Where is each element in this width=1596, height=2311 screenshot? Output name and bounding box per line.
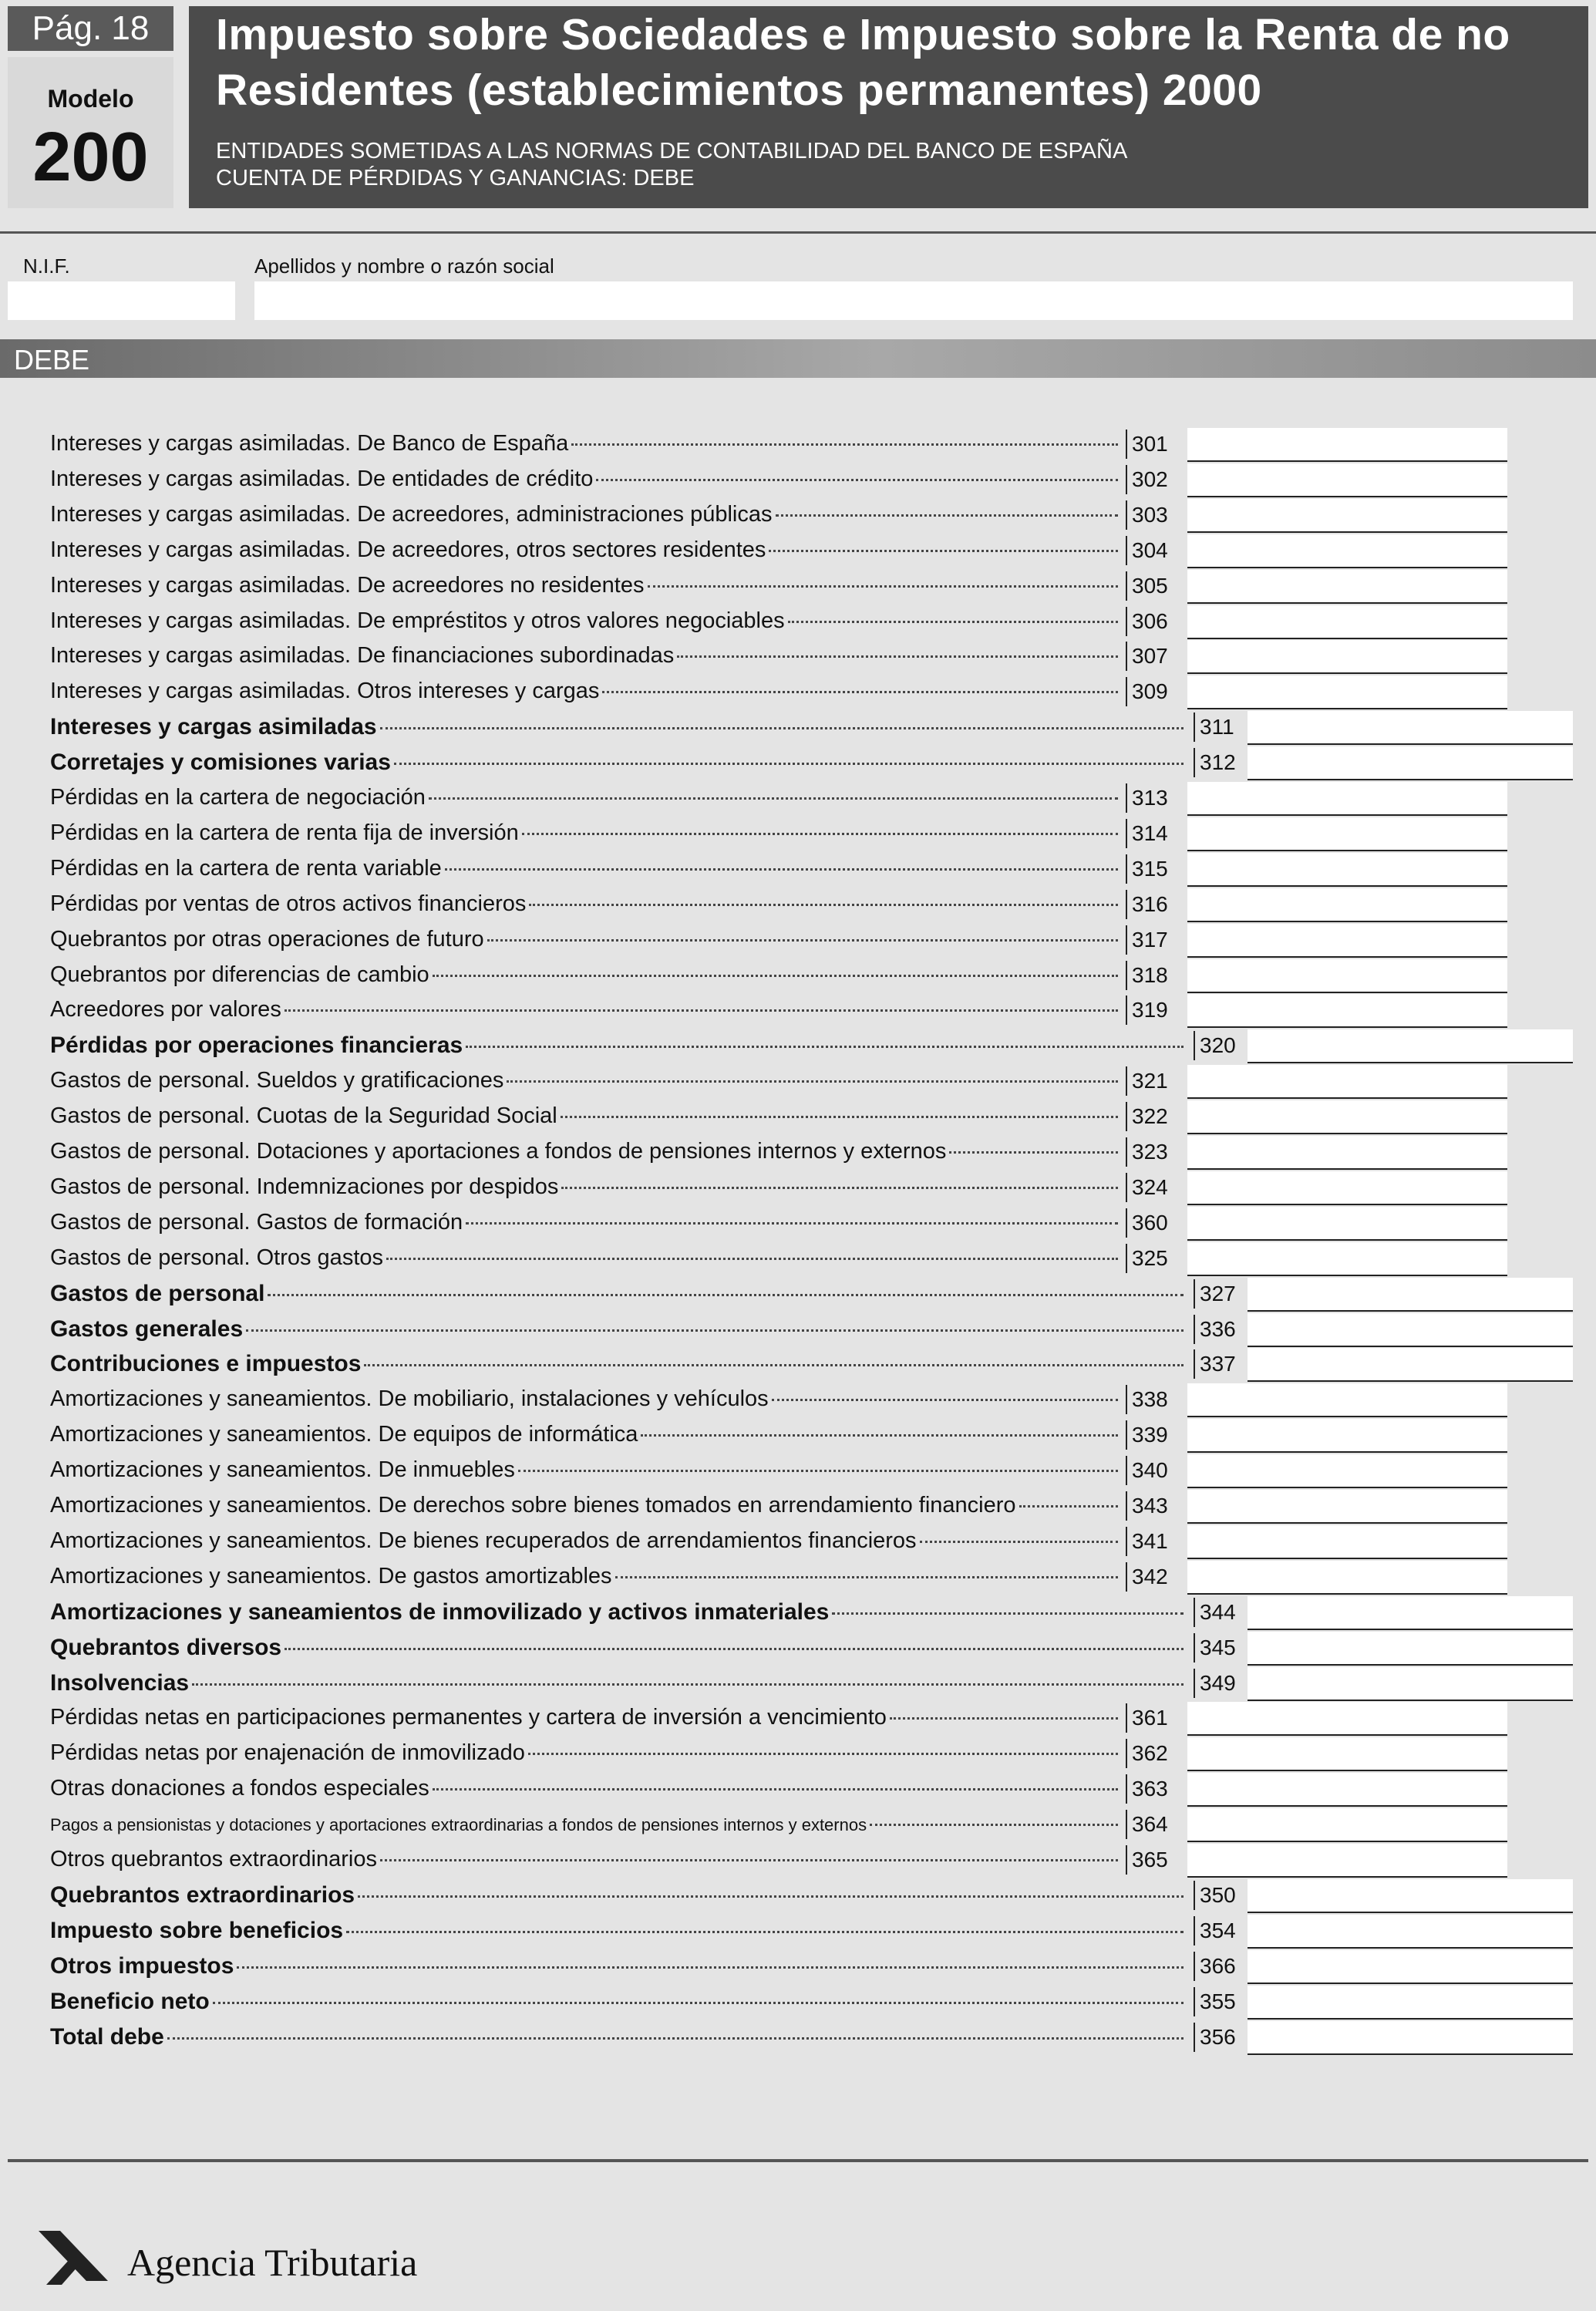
agency-logo-icon xyxy=(39,2227,116,2292)
amount-field[interactable] xyxy=(1187,1454,1507,1488)
row-label-text: Otros impuestos xyxy=(50,1952,234,1979)
box-code: 303 xyxy=(1126,500,1168,530)
row-label xyxy=(50,820,1118,846)
name-label: Apellidos y nombre o razón social xyxy=(254,254,554,278)
box-code: 365 xyxy=(1126,1845,1168,1875)
form-row xyxy=(0,605,1596,640)
dot-leader xyxy=(602,691,1118,693)
form-row xyxy=(0,1950,1596,1985)
form-row xyxy=(0,2021,1596,2056)
form-row xyxy=(0,1632,1596,1666)
row-label xyxy=(50,1316,1184,1342)
box-code: 313 xyxy=(1126,783,1168,813)
dot-leader xyxy=(776,514,1119,517)
row-label-text: Pérdidas por ventas de otros activos financieros xyxy=(50,891,527,916)
row-label xyxy=(50,1670,1184,1696)
form-row xyxy=(0,1490,1596,1524)
dot-leader xyxy=(518,1470,1118,1472)
form-row xyxy=(0,1915,1596,1949)
amount-field[interactable] xyxy=(1187,888,1507,922)
row-label xyxy=(50,573,1118,598)
dot-leader xyxy=(380,1859,1118,1861)
amount-field[interactable] xyxy=(1187,1100,1507,1134)
dot-leader xyxy=(648,585,1119,588)
form-row xyxy=(0,1525,1596,1560)
amount-field[interactable] xyxy=(1187,853,1507,887)
row-label xyxy=(50,1386,1118,1412)
box-code: 312 xyxy=(1194,748,1236,777)
form-row xyxy=(0,640,1596,675)
row-label xyxy=(50,502,1118,527)
amount-field[interactable] xyxy=(1248,746,1573,780)
box-code: 364 xyxy=(1126,1810,1168,1839)
form-row xyxy=(0,1313,1596,1348)
row-label-text: Impuesto sobre beneficios xyxy=(50,1917,344,1943)
dot-leader xyxy=(285,1009,1118,1012)
row-label-text: Intereses y cargas asimiladas. De entidades de crédito xyxy=(50,466,594,491)
amount-field[interactable] xyxy=(1187,1490,1507,1524)
dot-leader xyxy=(641,1434,1118,1437)
form-row xyxy=(0,1065,1596,1100)
amount-field[interactable] xyxy=(1187,463,1507,497)
row-label xyxy=(50,927,1118,952)
dot-leader xyxy=(772,1399,1118,1401)
amount-field[interactable] xyxy=(1187,1065,1507,1099)
dot-leader xyxy=(615,1576,1118,1578)
nif-label: N.I.F. xyxy=(23,254,70,278)
row-label xyxy=(50,1918,1184,1944)
subtitle-line2: CUENTA DE PÉRDIDAS Y GANANCIAS: DEBE xyxy=(216,166,695,190)
row-label-text: Insolvencias xyxy=(50,1669,190,1696)
box-code: 363 xyxy=(1126,1774,1168,1804)
row-label xyxy=(50,1139,1118,1164)
row-label-text: Amortizaciones y saneamientos de inmovilizado y activos inmateriales xyxy=(50,1598,830,1625)
nif-field[interactable] xyxy=(8,281,235,320)
row-label xyxy=(50,1103,1118,1129)
row-label xyxy=(50,1068,1118,1093)
dot-leader xyxy=(386,1258,1118,1260)
box-code: 311 xyxy=(1194,713,1234,742)
row-label-text: Corretajes y comisiones varias xyxy=(50,750,391,776)
row-label xyxy=(50,2024,1184,2050)
dot-leader xyxy=(285,1648,1184,1650)
form-row xyxy=(0,499,1596,534)
amount-field[interactable] xyxy=(1187,1242,1507,1276)
dot-leader xyxy=(920,1541,1118,1543)
row-label xyxy=(50,1174,1118,1200)
dot-leader xyxy=(246,1329,1184,1332)
amount-field[interactable] xyxy=(1187,1561,1507,1595)
dot-leader xyxy=(445,868,1118,871)
row-label xyxy=(50,467,1118,492)
row-label xyxy=(50,431,1118,456)
row-label-text: Pérdidas por operaciones financieras xyxy=(50,1033,463,1059)
dot-leader xyxy=(788,621,1118,623)
box-code: 307 xyxy=(1126,642,1168,671)
row-label-text: Beneficio neto xyxy=(50,1988,210,2014)
divider xyxy=(8,2159,1588,2162)
amount-field[interactable] xyxy=(1248,1313,1573,1347)
row-label-text: Amortizaciones y saneamientos. De gastos amortizables xyxy=(50,1563,612,1588)
row-label xyxy=(50,537,1118,563)
dot-leader xyxy=(466,1046,1184,1048)
amount-field[interactable] xyxy=(1187,1207,1507,1241)
row-label-text: Otras donaciones a fondos especiales xyxy=(50,1776,429,1801)
box-code: 344 xyxy=(1194,1598,1236,1627)
amount-field[interactable] xyxy=(1187,817,1507,851)
row-label xyxy=(50,1776,1118,1801)
row-label xyxy=(50,1528,1118,1554)
form-row xyxy=(0,1986,1596,2020)
dot-leader xyxy=(487,939,1118,942)
row-label-text: Otros quebrantos extraordinarios xyxy=(50,1847,377,1871)
dot-leader xyxy=(433,975,1118,977)
box-code: 316 xyxy=(1126,890,1168,919)
dot-leader xyxy=(596,479,1118,481)
amount-field[interactable] xyxy=(1187,534,1507,568)
box-code: 349 xyxy=(1194,1669,1236,1698)
dot-leader xyxy=(167,2037,1184,2040)
row-label-text: Gastos de personal. Sueldos y gratificaciones xyxy=(50,1068,504,1093)
amount-field[interactable] xyxy=(1187,1136,1507,1170)
dot-leader xyxy=(507,1080,1118,1083)
dot-leader xyxy=(832,1612,1184,1615)
name-field[interactable] xyxy=(254,281,1573,320)
divider xyxy=(0,231,1596,234)
amount-field[interactable] xyxy=(1248,1986,1573,2020)
amount-field[interactable] xyxy=(1187,1419,1507,1453)
title-banner xyxy=(189,6,1588,208)
amount-field[interactable] xyxy=(1187,1808,1507,1842)
row-label-text: Gastos de personal. Otros gastos xyxy=(50,1245,383,1270)
form-row xyxy=(0,959,1596,994)
row-label xyxy=(50,1210,1118,1235)
box-code: 336 xyxy=(1194,1315,1236,1344)
modelo-box xyxy=(8,57,173,208)
box-code: 323 xyxy=(1126,1137,1168,1167)
form-row xyxy=(0,888,1596,923)
row-label-text: Acreedores por valores xyxy=(50,997,281,1022)
section-bar xyxy=(0,339,1596,378)
form-row xyxy=(0,746,1596,781)
form-row xyxy=(0,817,1596,852)
row-label-text: Pérdidas netas por enajenación de inmovilizado xyxy=(50,1740,525,1766)
row-label xyxy=(50,1989,1184,2015)
row-label xyxy=(50,679,1118,704)
amount-field[interactable] xyxy=(1187,1702,1507,1736)
dot-leader xyxy=(466,1222,1118,1225)
amount-field[interactable] xyxy=(1187,499,1507,533)
form-row xyxy=(0,534,1596,569)
row-label-text: Intereses y cargas asimiladas. De acreedores no residentes xyxy=(50,572,645,598)
form-row xyxy=(0,570,1596,605)
row-label-text: Total debe xyxy=(50,2023,164,2050)
form-row xyxy=(0,711,1596,746)
box-code: 301 xyxy=(1126,430,1168,459)
row-label-text: Intereses y cargas asimiladas. De acreedores, administraciones públicas xyxy=(50,501,773,527)
row-label-text: Amortizaciones y saneamientos. De equipos de informática xyxy=(50,1422,638,1447)
box-code: 343 xyxy=(1126,1491,1168,1521)
row-label-text: Pérdidas en la cartera de renta variable xyxy=(50,855,442,881)
form-row xyxy=(0,1596,1596,1631)
amount-field[interactable] xyxy=(1187,924,1507,958)
row-label-text: Amortizaciones y saneamientos. De derechos sobre bienes tomados en arrendamiento financiero xyxy=(50,1493,1016,1518)
row-label-text: Amortizaciones y saneamientos. De inmuebles xyxy=(50,1457,515,1483)
row-label-text: Gastos generales xyxy=(50,1316,244,1342)
amount-field[interactable] xyxy=(1248,1950,1573,1984)
box-code: 338 xyxy=(1126,1385,1168,1414)
box-code: 320 xyxy=(1194,1031,1236,1060)
box-code: 341 xyxy=(1126,1527,1168,1556)
form-row xyxy=(0,1844,1596,1878)
modelo-number: 200 xyxy=(32,119,149,196)
row-label-text: Pérdidas netas en participaciones permanentes y cartera de inversión a vencimiento xyxy=(50,1705,887,1730)
box-code: 362 xyxy=(1126,1739,1168,1768)
row-label xyxy=(50,1882,1184,1908)
dot-leader xyxy=(529,904,1118,906)
box-code: 354 xyxy=(1194,1916,1236,1945)
form-row xyxy=(0,1419,1596,1454)
box-code: 366 xyxy=(1194,1952,1236,1981)
row-label xyxy=(50,1422,1118,1447)
box-code: 309 xyxy=(1126,677,1168,706)
form-row xyxy=(0,782,1596,817)
amount-field[interactable] xyxy=(1248,1915,1573,1949)
form-row xyxy=(0,1667,1596,1702)
box-code: 319 xyxy=(1126,995,1168,1025)
box-code: 361 xyxy=(1126,1703,1168,1733)
box-code: 315 xyxy=(1126,854,1168,884)
amount-field[interactable] xyxy=(1187,782,1507,816)
amount-field[interactable] xyxy=(1187,675,1507,709)
amount-field[interactable] xyxy=(1248,1879,1573,1913)
box-code: 337 xyxy=(1194,1349,1236,1379)
form-row xyxy=(0,1207,1596,1241)
row-label xyxy=(50,785,1118,810)
row-label-text: Quebrantos extraordinarios xyxy=(50,1881,355,1908)
amount-field[interactable] xyxy=(1187,1383,1507,1417)
row-label xyxy=(50,1281,1184,1307)
row-label-text: Pagos a pensionistas y dotaciones y aportaciones extraordinarias a fondos de pensiones internos y externos xyxy=(50,1815,867,1835)
dot-leader xyxy=(870,1824,1118,1826)
dot-leader xyxy=(522,833,1118,835)
form-row xyxy=(0,853,1596,888)
row-label-text: Quebrantos por otras operaciones de futuro xyxy=(50,926,484,952)
amount-field[interactable] xyxy=(1187,605,1507,639)
dot-leader xyxy=(561,1116,1118,1118)
row-label-text: Gastos de personal. Dotaciones y aportaciones a fondos de pensiones internos y externos xyxy=(50,1139,947,1164)
box-code: 327 xyxy=(1194,1279,1236,1309)
row-label xyxy=(50,1599,1184,1625)
form-row xyxy=(0,1737,1596,1772)
dot-leader xyxy=(394,763,1184,765)
amount-field[interactable] xyxy=(1187,959,1507,993)
amount-field[interactable] xyxy=(1248,1596,1573,1630)
dot-leader xyxy=(380,727,1184,729)
amount-field[interactable] xyxy=(1187,1737,1507,1771)
row-label xyxy=(50,1635,1184,1661)
box-code: 325 xyxy=(1126,1244,1168,1273)
amount-field[interactable] xyxy=(1187,1525,1507,1559)
form-row xyxy=(0,1348,1596,1383)
amount-field[interactable] xyxy=(1248,1278,1573,1312)
form-row xyxy=(0,1278,1596,1312)
dot-leader xyxy=(769,550,1118,552)
box-code: 342 xyxy=(1126,1562,1168,1592)
row-label-text: Gastos de personal. Indemnizaciones por despidos xyxy=(50,1174,559,1199)
amount-field[interactable] xyxy=(1248,711,1573,745)
form-row xyxy=(0,428,1596,463)
dot-leader xyxy=(192,1683,1184,1686)
page-title-line2: Residentes (establecimientos permanentes) 2000 xyxy=(216,66,1262,115)
row-label-text: Amortizaciones y saneamientos. De mobiliario, instalaciones y vehículos xyxy=(50,1386,769,1412)
form-row xyxy=(0,1773,1596,1807)
box-code: 360 xyxy=(1126,1208,1168,1238)
agency-logo-text: Agencia Tributaria xyxy=(127,2241,418,2284)
page-number: Pág. 18 xyxy=(8,6,173,51)
form-row xyxy=(0,1171,1596,1206)
dot-leader xyxy=(949,1151,1118,1154)
dot-leader xyxy=(528,1753,1118,1755)
amount-field[interactable] xyxy=(1187,994,1507,1028)
row-label xyxy=(50,1493,1118,1518)
form-row xyxy=(0,1383,1596,1418)
amount-field[interactable] xyxy=(1248,1029,1573,1063)
form-row xyxy=(0,1702,1596,1737)
amount-field[interactable] xyxy=(1187,570,1507,604)
amount-field[interactable] xyxy=(1187,640,1507,674)
row-label-text: Intereses y cargas asimiladas. De empréstitos y otros valores negociables xyxy=(50,608,785,633)
row-label-text: Pérdidas en la cartera de negociación xyxy=(50,785,426,810)
dot-leader xyxy=(677,655,1118,658)
row-label xyxy=(50,643,1118,669)
row-label xyxy=(50,750,1184,776)
box-code: 304 xyxy=(1126,536,1168,565)
row-label-text: Gastos de personal. Cuotas de la Seguridad Social xyxy=(50,1103,557,1129)
section-title: DEBE xyxy=(14,344,90,376)
row-label-text: Quebrantos por diferencias de cambio xyxy=(50,962,429,987)
box-code: 324 xyxy=(1126,1173,1168,1202)
row-label xyxy=(50,1847,1118,1872)
row-label-text: Intereses y cargas asimiladas. De acreedores, otros sectores residentes xyxy=(50,537,766,562)
amount-field[interactable] xyxy=(1187,1773,1507,1807)
amount-field[interactable] xyxy=(1187,1171,1507,1205)
row-label xyxy=(50,1245,1118,1271)
dot-leader xyxy=(346,1931,1184,1933)
row-label xyxy=(50,1351,1184,1377)
row-label xyxy=(50,714,1184,740)
amount-field[interactable] xyxy=(1187,428,1507,462)
amount-field[interactable] xyxy=(1248,1632,1573,1666)
box-code: 317 xyxy=(1126,925,1168,955)
row-label-text: Pérdidas en la cartera de renta fija de inversión xyxy=(50,820,519,845)
row-label xyxy=(50,891,1118,917)
form-row xyxy=(0,675,1596,710)
row-label-text: Intereses y cargas asimiladas. De financiaciones subordinadas xyxy=(50,643,675,669)
dot-leader xyxy=(890,1717,1118,1720)
row-label-text: Gastos de personal. Gastos de formación xyxy=(50,1209,463,1235)
row-label xyxy=(50,997,1118,1022)
box-code: 350 xyxy=(1194,1881,1236,1910)
box-code: 355 xyxy=(1194,1987,1236,2016)
row-label-text: Gastos de personal xyxy=(50,1280,265,1306)
row-label-text: Quebrantos diversos xyxy=(50,1634,282,1660)
form-row xyxy=(0,1808,1596,1843)
box-code: 302 xyxy=(1126,465,1168,494)
form-row xyxy=(0,994,1596,1029)
row-label xyxy=(50,1705,1118,1730)
amount-field[interactable] xyxy=(1187,1844,1507,1878)
amount-field[interactable] xyxy=(1248,2021,1573,2055)
form-row xyxy=(0,1561,1596,1595)
box-code: 318 xyxy=(1126,961,1168,990)
dot-leader xyxy=(561,1187,1118,1189)
box-code: 321 xyxy=(1126,1066,1168,1096)
row-label xyxy=(50,856,1118,881)
subtitle-line1: ENTIDADES SOMETIDAS A LAS NORMAS DE CONTABILIDAD DEL BANCO DE ESPAÑA xyxy=(216,139,1128,163)
dot-leader xyxy=(358,1895,1184,1898)
box-code: 339 xyxy=(1126,1420,1168,1450)
dot-leader xyxy=(364,1364,1184,1366)
row-label xyxy=(50,962,1118,988)
dot-leader xyxy=(433,1788,1118,1791)
row-label xyxy=(50,1953,1184,1979)
row-label-text: Intereses y cargas asimiladas xyxy=(50,714,377,740)
dot-leader xyxy=(268,1294,1184,1296)
box-code: 314 xyxy=(1126,819,1168,848)
row-label xyxy=(50,608,1118,634)
page-title-line1: Impuesto sobre Sociedades e Impuesto sobre la Renta de no xyxy=(216,10,1510,59)
row-label-text: Intereses y cargas asimiladas. De Banco de España xyxy=(50,431,569,456)
form-row xyxy=(0,1242,1596,1277)
row-label xyxy=(50,1815,1118,1835)
box-code: 306 xyxy=(1126,607,1168,636)
row-label xyxy=(50,1457,1118,1483)
dot-leader xyxy=(429,797,1118,800)
form-row xyxy=(0,1879,1596,1914)
box-code: 305 xyxy=(1126,571,1168,601)
modelo-label: Modelo xyxy=(47,85,134,113)
form-row xyxy=(0,1029,1596,1064)
dot-leader xyxy=(237,1966,1184,1969)
row-label xyxy=(50,1033,1184,1059)
dot-leader xyxy=(213,2002,1184,2004)
box-code: 356 xyxy=(1194,2023,1236,2052)
box-code: 322 xyxy=(1126,1102,1168,1131)
form-row xyxy=(0,1136,1596,1171)
row-label-text: Intereses y cargas asimiladas. Otros intereses y cargas xyxy=(50,679,600,704)
form-row xyxy=(0,924,1596,958)
row-label xyxy=(50,1564,1118,1589)
dot-leader xyxy=(571,443,1118,446)
box-code: 345 xyxy=(1194,1633,1236,1663)
row-label-text: Amortizaciones y saneamientos. De bienes recuperados de arrendamientos financieros xyxy=(50,1528,917,1553)
box-code: 340 xyxy=(1126,1456,1168,1485)
row-label-text: Contribuciones e impuestos xyxy=(50,1351,362,1377)
row-label xyxy=(50,1740,1118,1766)
amount-field[interactable] xyxy=(1248,1348,1573,1382)
form-row xyxy=(0,1454,1596,1489)
amount-field[interactable] xyxy=(1248,1667,1573,1701)
form-row xyxy=(0,1100,1596,1135)
dot-leader xyxy=(1019,1505,1118,1508)
form-row xyxy=(0,463,1596,498)
